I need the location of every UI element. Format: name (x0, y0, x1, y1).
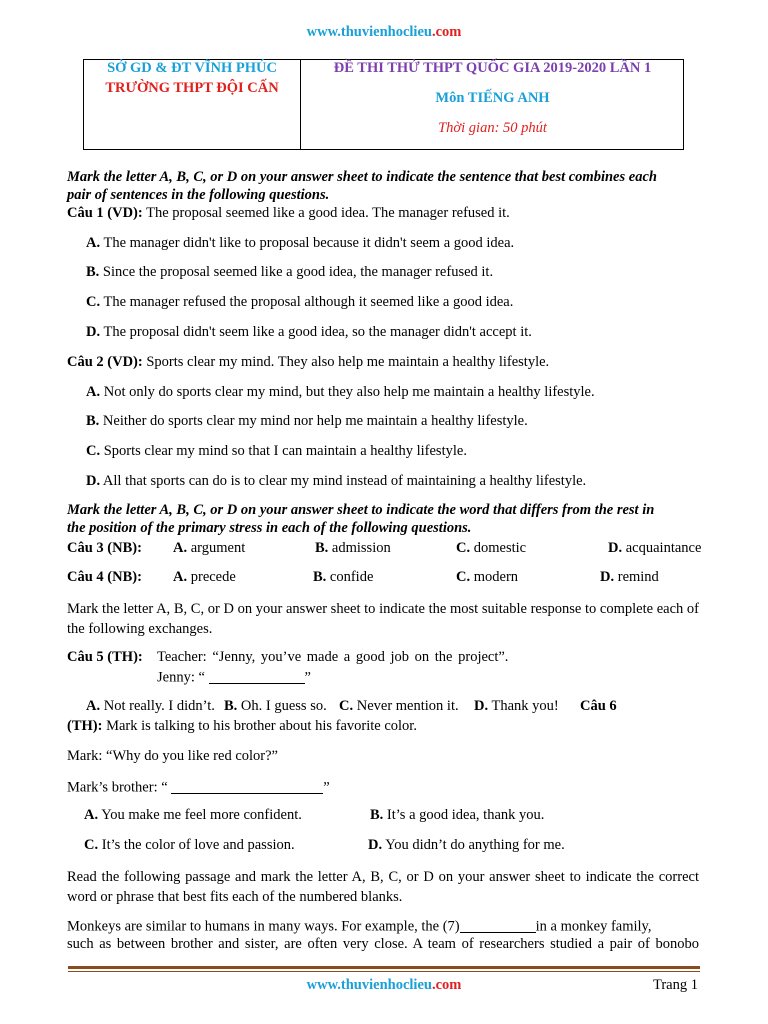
option-text: acquaintance (622, 540, 702, 556)
department-name: SỞ GD & ĐT VĨNH PHÚC (107, 60, 277, 76)
option-letter: B. (86, 264, 100, 280)
option-letter: A. (173, 569, 188, 585)
option-letter: D. (86, 324, 101, 340)
site-link-top[interactable] (0, 24, 768, 41)
option-letter: B. (370, 807, 384, 823)
option-letter: A. (86, 235, 101, 251)
question-label: Câu 2 (VD): (67, 354, 143, 370)
q1-option-a[interactable] (86, 235, 514, 252)
option-text: Not only do sports clear my mind, but they also help me maintain a healthy lifestyle. (100, 384, 595, 400)
exam-subject: Môn TIẾNG ANH (435, 90, 550, 106)
option-letter: C. (86, 443, 101, 459)
q5-option-b[interactable] (224, 698, 327, 715)
section2-instruction-line2: the position of the primary stress in each of the following questions. (67, 520, 472, 536)
passage-line2: such as between brother and sister, are often very close. A team of researchers studied a pair of bonobo (67, 936, 699, 952)
q6-option-c[interactable] (84, 837, 295, 854)
option-text: You make me feel more confident. (98, 807, 302, 823)
q3-option-b[interactable] (315, 540, 391, 557)
section2-instruction-line1: Mark the letter A, B, C, or D on your answer sheet to indicate the word that differs from the rest in (67, 502, 655, 518)
option-text: All that sports can do is to clear my mind instead of maintaining a healthy lifestyle. (100, 473, 587, 489)
passage-line1 (67, 917, 699, 936)
option-text: Sports clear my mind so that I can maintain a healthy lifestyle. (100, 443, 467, 459)
option-text: modern (470, 569, 519, 585)
section4-instruction: Read the following passage and mark the letter A, B, C, or D on your answer sheet to indicate the correct word or phrase that best fits each of the numbered blanks. (67, 869, 699, 905)
option-text: admission (328, 540, 391, 556)
option-text: Never mention it. (353, 698, 459, 714)
option-text: The proposal didn't seem like a good idea, so the manager didn't accept it. (100, 324, 532, 340)
q1-option-d[interactable] (86, 324, 532, 341)
q4-option-a[interactable] (173, 569, 236, 586)
option-text: Neither do sports clear my mind nor help me maintain a healthy lifestyle. (99, 413, 528, 429)
option-text: Since the proposal seemed like a good idea, the manager refused it. (99, 264, 494, 280)
option-letter: D. (608, 540, 623, 556)
exam-title: ĐỀ THI THỬ THPT QUỐC GIA 2019-2020 LẦN 1 (333, 60, 652, 76)
answer-blank (460, 917, 536, 933)
footer-rule-thin (68, 971, 700, 972)
dialogue-text: ” (323, 779, 330, 796)
question-stem: Sports clear my mind. They also help me maintain a healthy lifestyle. (142, 354, 550, 370)
q6-option-b[interactable] (370, 807, 544, 824)
q2-option-c[interactable] (86, 443, 467, 460)
option-text: domestic (470, 540, 527, 556)
option-letter: A. (86, 698, 101, 714)
option-text: argument (187, 540, 246, 556)
q5-option-d[interactable] (474, 698, 559, 715)
section1-instruction-line2: pair of sentences in the following questions. (67, 187, 330, 203)
site-name: www.thuvienhoclieu (306, 24, 432, 40)
q4-option-c[interactable] (456, 569, 518, 586)
q5-option-a[interactable] (86, 698, 215, 715)
q3-option-c[interactable] (456, 540, 526, 557)
q5-teacher-line: Teacher: “Jenny, you’ve made a good job on the project”. (157, 649, 509, 665)
q2-option-d[interactable] (86, 473, 586, 490)
q6-brother-line (67, 778, 330, 797)
option-letter: C. (456, 540, 471, 556)
option-text: Not really. I didn’t. (100, 698, 215, 714)
site-tld: .com (431, 977, 462, 993)
dialogue-text: ” (304, 669, 311, 686)
site-tld: .com (431, 24, 462, 40)
exam-duration: Thời gian: 50 phút (438, 120, 547, 136)
question-2 (67, 354, 549, 371)
section1-instruction-line1: Mark the letter A, B, C, or D on your answer sheet to indicate the sentence that best combines each (67, 169, 657, 185)
option-letter: C. (86, 294, 101, 310)
answer-blank (171, 778, 323, 794)
question-6-label-part1: Câu 6 (580, 698, 617, 714)
q1-option-b[interactable] (86, 264, 493, 281)
question-label: Câu 1 (VD): (67, 205, 143, 221)
option-letter: D. (368, 837, 383, 853)
dialogue-text: Mark’s brother: “ (67, 779, 172, 796)
question-label: (TH): (67, 718, 103, 734)
question-6 (67, 718, 417, 735)
q5-jenny-line (157, 668, 311, 687)
dialogue-text: Jenny: “ (157, 669, 209, 686)
page-number: Trang 1 (653, 977, 698, 993)
option-text: Oh. I guess so. (237, 698, 327, 714)
question-stem: The proposal seemed like a good idea. The manager refused it. (142, 205, 510, 221)
option-text: precede (187, 569, 236, 585)
option-text: confide (326, 569, 374, 585)
option-letter: B. (315, 540, 329, 556)
q6-option-d[interactable] (368, 837, 565, 854)
option-letter: A. (84, 807, 99, 823)
option-letter: B. (86, 413, 100, 429)
q6-option-a[interactable] (84, 807, 302, 824)
option-text: The manager refused the proposal although it seemed like a good idea. (100, 294, 514, 310)
footer-rule-thick (68, 966, 700, 969)
option-letter: C. (456, 569, 471, 585)
option-letter: D. (474, 698, 489, 714)
option-letter: A. (86, 384, 101, 400)
question-4-label: Câu 4 (NB): (67, 569, 142, 585)
option-letter: C. (84, 837, 99, 853)
option-text: remind (614, 569, 659, 585)
q4-option-b[interactable] (313, 569, 373, 586)
option-letter: D. (86, 473, 101, 489)
option-text: The manager didn't like to proposal because it didn't seem a good idea. (100, 235, 515, 251)
option-text: It’s the color of love and passion. (98, 837, 295, 853)
section3-instruction: Mark the letter A, B, C, or D on your answer sheet to indicate the most suitable response to complete each of the following exchanges. (67, 601, 699, 637)
site-name: www.thuvienhoclieu (306, 977, 432, 993)
option-text: It’s a good idea, thank you. (383, 807, 545, 823)
q2-option-a[interactable] (86, 384, 595, 401)
q2-option-b[interactable] (86, 413, 528, 430)
q6-mark-line: Mark: “Why do you like red color?” (67, 748, 278, 764)
question-stem: Mark is talking to his brother about his favorite color. (102, 718, 417, 734)
option-text: You didn’t do anything for me. (382, 837, 565, 853)
question-3-label: Câu 3 (NB): (67, 540, 142, 556)
option-letter: C. (339, 698, 354, 714)
q1-option-c[interactable] (86, 294, 513, 311)
q3-option-a[interactable] (173, 540, 245, 557)
option-letter: B. (313, 569, 327, 585)
q5-option-c[interactable] (339, 698, 459, 715)
q4-option-d[interactable] (600, 569, 659, 586)
question-5-label: Câu 5 (TH): (67, 649, 143, 665)
option-text: Thank you! (488, 698, 559, 714)
answer-blank (209, 668, 305, 684)
q3-option-d[interactable] (608, 540, 701, 557)
passage-text: Monkeys are similar to humans in many ways. For example, the (7) in a monkey family, (67, 918, 652, 935)
school-name: TRƯỜNG THPT ĐỘI CẤN (105, 80, 279, 96)
option-letter: B. (224, 698, 238, 714)
option-letter: A. (173, 540, 188, 556)
question-1 (67, 205, 510, 222)
option-letter: D. (600, 569, 615, 585)
